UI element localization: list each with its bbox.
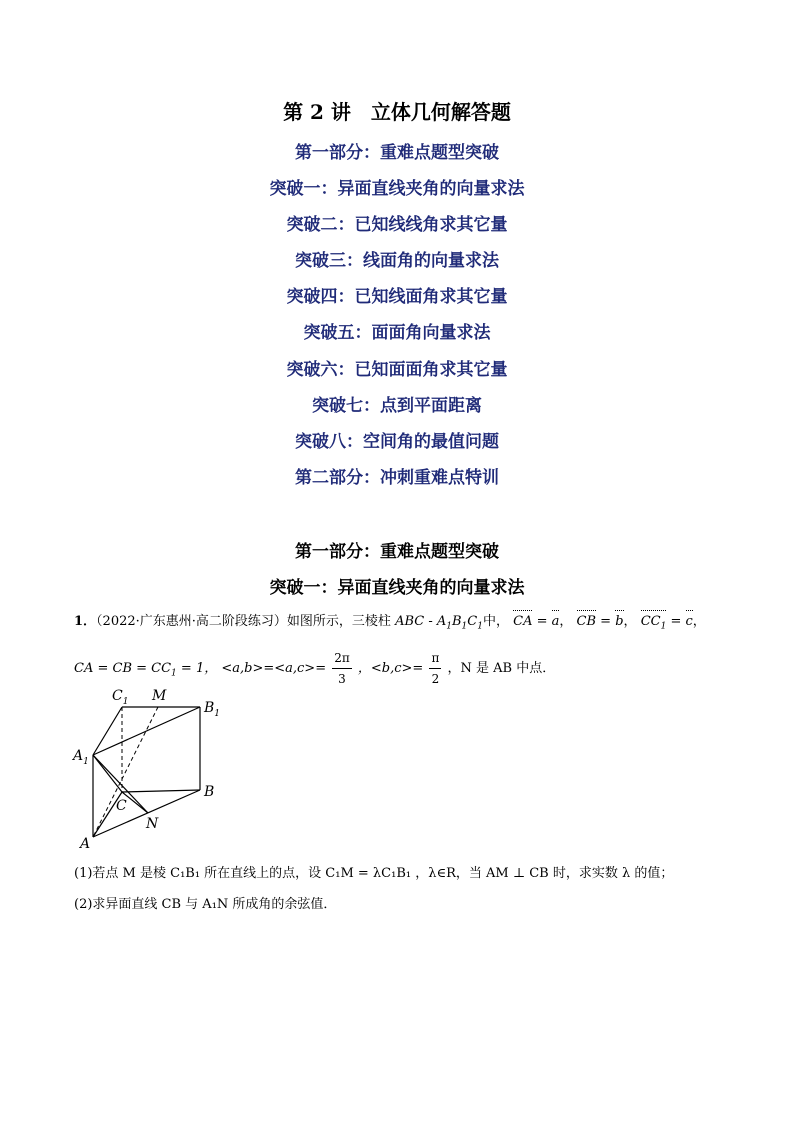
- length-equation: CA = CB = $CC_1 = 1$，: [74, 661, 218, 679]
- midpoint-text: ，N 是 AB 中点．: [447, 661, 556, 676]
- vector-ca: CA: [513, 612, 532, 632]
- question-1: (1)若点 M 是棱 C₁B₁ 所在直线上的点，设 C₁M = λC₁B₁ ，λ∈R，当 AM ⊥ CB 时，求实数 λ 的值；: [74, 866, 674, 881]
- label-n: N: [146, 816, 159, 832]
- zhong-text: 中，: [482, 614, 509, 629]
- toc-item-part1[interactable]: 第一部分：重难点题型突破: [295, 143, 499, 163]
- toc-item-part2[interactable]: 第二部分：冲刺重难点特训: [295, 468, 499, 488]
- vector-b: b: [615, 612, 623, 632]
- angle-equation-2: ，<b,c>=: [357, 661, 424, 676]
- fraction-2pi-3: $\frac{2\pi}{3}$: [332, 648, 352, 689]
- edge-c-b: [122, 790, 200, 792]
- label-c1: $C_1$: [112, 688, 129, 707]
- section-part-heading: 第一部分：重难点题型突破: [295, 542, 499, 562]
- label-a1: $A_1$: [73, 748, 89, 767]
- section-sub-heading: 突破一：异面直线夹角的向量求法: [269, 578, 525, 598]
- toc-item-breakthrough-8[interactable]: 突破八：空间角的最值问题: [295, 432, 499, 452]
- toc-item-breakthrough-1[interactable]: 突破一：异面直线夹角的向量求法: [269, 179, 525, 199]
- label-c: C: [116, 798, 127, 814]
- fraction-pi-2: $\frac{\pi}{2}$: [429, 648, 441, 689]
- problem-intro: 如图所示，三棱柱: [286, 614, 391, 629]
- angle-equation-1: <a,b>=<a,c>=: [221, 661, 327, 676]
- problem-line-1: 1．（2022·广东惠州·高二阶段练习）如图所示，三棱柱 ABC - $A_1B_1C_1$中， CA = a， CB = b， $CC_1 = c$，: [74, 612, 706, 637]
- toc-item-breakthrough-2[interactable]: 突破二：已知线线角求其它量: [286, 215, 508, 235]
- prism-name: ABC - $A_1B_1C_1$: [395, 614, 483, 632]
- toc-item-breakthrough-4[interactable]: 突破四：已知线面角求其它量: [286, 287, 508, 307]
- toc-item-breakthrough-5[interactable]: 突破五：面面角向量求法: [303, 323, 491, 343]
- edge-c1-a1: [93, 707, 122, 755]
- label-a: A: [80, 836, 91, 852]
- edge-a1-c: [93, 755, 122, 792]
- vector-cc1: $CC_1$: [641, 612, 667, 637]
- toc-item-breakthrough-3[interactable]: 突破三：线面角的向量求法: [295, 251, 499, 271]
- edge-a1-b1: [93, 707, 200, 755]
- label-b1: $B_1$: [204, 700, 221, 719]
- toc-item-breakthrough-6[interactable]: 突破六：已知面面角求其它量: [286, 360, 508, 380]
- prism-figure: [70, 680, 240, 855]
- vector-cb: CB: [577, 612, 597, 632]
- question-2: (2)求异面直线 CB 与 A₁N 所成角的余弦值．: [74, 897, 337, 912]
- problem-source: （2022·广东惠州·高二阶段练习）: [96, 614, 287, 629]
- label-m: M: [152, 688, 167, 704]
- problem-number: 1．: [74, 614, 97, 629]
- lecture-title: 第 2 讲 立体几何解答题: [283, 100, 511, 124]
- label-b: B: [204, 784, 215, 800]
- toc-item-breakthrough-7[interactable]: 突破七：点到平面距离: [312, 396, 482, 416]
- vector-a: a: [552, 612, 560, 632]
- vector-c: c: [686, 612, 693, 632]
